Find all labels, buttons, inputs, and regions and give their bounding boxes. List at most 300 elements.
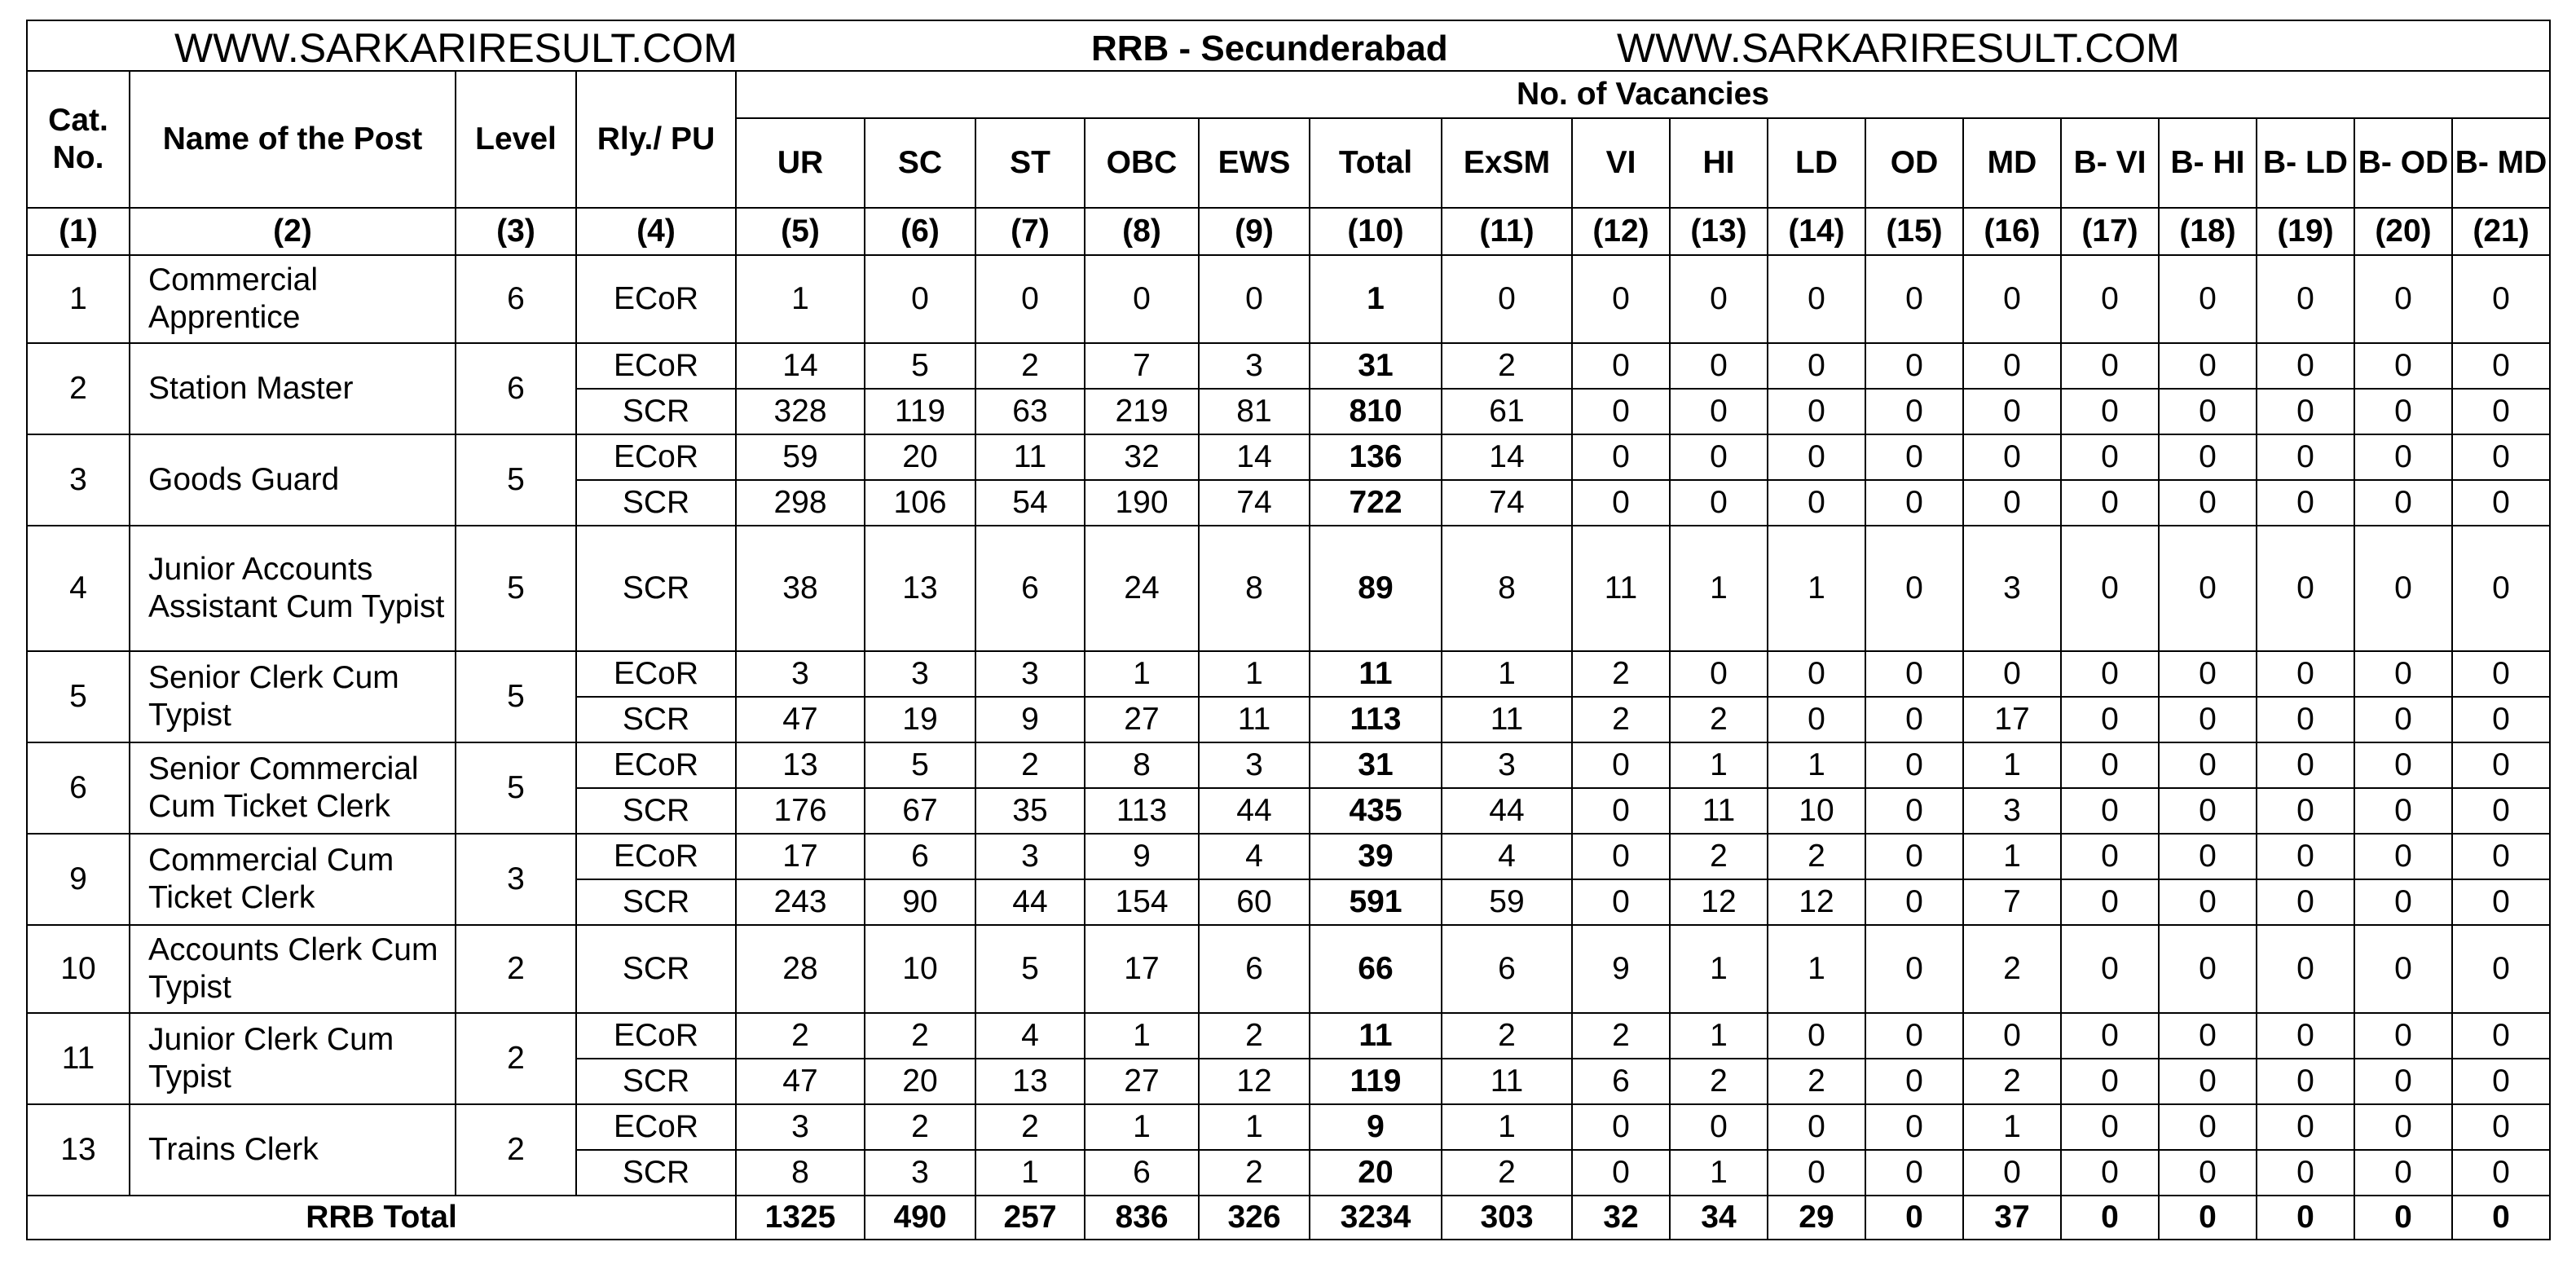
total-od-cell: 0 <box>1865 1196 1963 1240</box>
b-ld-cell: 0 <box>2257 1150 2354 1196</box>
b-hi-cell: 0 <box>2159 255 2257 343</box>
b-md-cell: 0 <box>2452 526 2550 651</box>
hi-cell: 0 <box>1670 480 1768 526</box>
b-md-cell: 0 <box>2452 255 2550 343</box>
md-cell: 3 <box>1963 526 2061 651</box>
md-cell: 3 <box>1963 788 2061 834</box>
b-hi-cell: 0 <box>2159 1150 2257 1196</box>
b-ld-cell: 0 <box>2257 925 2354 1013</box>
column-index: (13) <box>1670 208 1768 255</box>
table-row <box>27 1104 2550 1150</box>
od-cell: 0 <box>1865 1104 1963 1150</box>
b-md-cell: 0 <box>2452 434 2550 480</box>
b-ld-cell: 0 <box>2257 1059 2354 1104</box>
obc-cell: 27 <box>1085 1059 1199 1104</box>
header-obc: OBC <box>1085 118 1199 208</box>
exsm-cell: 11 <box>1442 1059 1572 1104</box>
b-ld-cell: 0 <box>2257 1013 2354 1059</box>
b-ld-cell: 0 <box>2257 742 2354 788</box>
b-vi-cell: 0 <box>2061 434 2159 480</box>
header-hi: HI <box>1670 118 1768 208</box>
sc-cell: 19 <box>865 697 975 742</box>
md-cell: 7 <box>1963 879 2061 925</box>
obc-cell: 9 <box>1085 834 1199 879</box>
od-cell: 0 <box>1865 879 1963 925</box>
vi-cell: 0 <box>1572 1150 1670 1196</box>
b-hi-cell: 0 <box>2159 526 2257 651</box>
sc-cell: 106 <box>865 480 975 526</box>
b-od-cell: 0 <box>2354 1150 2452 1196</box>
vi-cell: 0 <box>1572 255 1670 343</box>
vi-cell: 2 <box>1572 697 1670 742</box>
hi-cell: 12 <box>1670 879 1768 925</box>
ur-cell: 243 <box>736 879 865 925</box>
b-hi-cell: 0 <box>2159 343 2257 389</box>
total-cell: 1 <box>1310 255 1442 343</box>
header-ews: EWS <box>1199 118 1310 208</box>
total-row <box>27 1196 2550 1240</box>
post-name-cell: Senior Clerk Cum Typist <box>130 651 456 742</box>
b-od-cell: 0 <box>2354 925 2452 1013</box>
total-sc-cell: 490 <box>865 1196 975 1240</box>
exsm-cell: 1 <box>1442 1104 1572 1150</box>
b-md-cell: 0 <box>2452 834 2550 879</box>
obc-cell: 6 <box>1085 1150 1199 1196</box>
b-ld-cell: 0 <box>2257 834 2354 879</box>
site-watermark-right: WWW.SARKARIRESULT.COM <box>1617 25 2180 71</box>
sc-cell: 13 <box>865 526 975 651</box>
post-name-cell: Commercial Cum Ticket Clerk <box>130 834 456 925</box>
post-name-cell: Trains Clerk <box>130 1104 456 1196</box>
total-b-md-cell: 0 <box>2452 1196 2550 1240</box>
ld-cell: 0 <box>1768 1104 1865 1150</box>
ld-cell: 0 <box>1768 343 1865 389</box>
ews-cell: 3 <box>1199 742 1310 788</box>
b-md-cell: 0 <box>2452 1059 2550 1104</box>
b-ld-cell: 0 <box>2257 480 2354 526</box>
b-od-cell: 0 <box>2354 343 2452 389</box>
vi-cell: 11 <box>1572 526 1670 651</box>
b-od-cell: 0 <box>2354 697 2452 742</box>
b-vi-cell: 0 <box>2061 834 2159 879</box>
total-cell: 31 <box>1310 742 1442 788</box>
cat-no-cell: 10 <box>27 925 130 1013</box>
hi-cell: 11 <box>1670 788 1768 834</box>
board-title: RRB - Secunderabad <box>1091 29 1448 68</box>
total-cell: 31 <box>1310 343 1442 389</box>
cat-no-cell: 5 <box>27 651 130 742</box>
exsm-cell: 61 <box>1442 389 1572 434</box>
total-cell: 435 <box>1310 788 1442 834</box>
site-watermark-left: WWW.SARKARIRESULT.COM <box>174 25 738 71</box>
b-od-cell: 0 <box>2354 480 2452 526</box>
ews-cell: 74 <box>1199 480 1310 526</box>
b-md-cell: 0 <box>2452 480 2550 526</box>
od-cell: 0 <box>1865 1150 1963 1196</box>
column-index: (2) <box>130 208 456 255</box>
ur-cell: 59 <box>736 434 865 480</box>
md-cell: 0 <box>1963 480 2061 526</box>
header-level: Level <box>456 71 576 208</box>
od-cell: 0 <box>1865 651 1963 697</box>
st-cell: 11 <box>975 434 1085 480</box>
od-cell: 0 <box>1865 480 1963 526</box>
sc-cell: 90 <box>865 879 975 925</box>
b-hi-cell: 0 <box>2159 434 2257 480</box>
b-hi-cell: 0 <box>2159 1013 2257 1059</box>
rly-pu-cell: ECoR <box>576 255 736 343</box>
md-cell: 0 <box>1963 1150 2061 1196</box>
st-cell: 44 <box>975 879 1085 925</box>
obc-cell: 27 <box>1085 697 1199 742</box>
ews-cell: 3 <box>1199 343 1310 389</box>
level-cell: 2 <box>456 1013 576 1104</box>
vi-cell: 0 <box>1572 389 1670 434</box>
total-cell: 39 <box>1310 834 1442 879</box>
rly-pu-cell: ECoR <box>576 434 736 480</box>
ld-cell: 1 <box>1768 742 1865 788</box>
total-vi-cell: 32 <box>1572 1196 1670 1240</box>
hi-cell: 1 <box>1670 1013 1768 1059</box>
obc-cell: 219 <box>1085 389 1199 434</box>
ews-cell: 0 <box>1199 255 1310 343</box>
b-vi-cell: 0 <box>2061 788 2159 834</box>
hi-cell: 0 <box>1670 255 1768 343</box>
level-cell: 3 <box>456 834 576 925</box>
cat-no-cell: 6 <box>27 742 130 834</box>
level-cell: 5 <box>456 434 576 526</box>
sc-cell: 20 <box>865 434 975 480</box>
rly-pu-cell: ECoR <box>576 742 736 788</box>
rly-pu-cell: ECoR <box>576 1104 736 1150</box>
vi-cell: 6 <box>1572 1059 1670 1104</box>
table-row <box>27 526 2550 651</box>
md-cell: 1 <box>1963 1104 2061 1150</box>
total-cell: 113 <box>1310 697 1442 742</box>
total-exsm-cell: 303 <box>1442 1196 1572 1240</box>
b-vi-cell: 0 <box>2061 879 2159 925</box>
header-rly-pu: Rly./ PU <box>576 71 736 208</box>
md-cell: 0 <box>1963 651 2061 697</box>
b-hi-cell: 0 <box>2159 1104 2257 1150</box>
md-cell: 17 <box>1963 697 2061 742</box>
od-cell: 0 <box>1865 925 1963 1013</box>
hi-cell: 0 <box>1670 1104 1768 1150</box>
hi-cell: 1 <box>1670 742 1768 788</box>
post-name-cell: Junior Accounts Assistant Cum Typist <box>130 526 456 651</box>
hi-cell: 0 <box>1670 434 1768 480</box>
sc-cell: 3 <box>865 1150 975 1196</box>
vacancy-table <box>26 20 2551 1240</box>
b-hi-cell: 0 <box>2159 788 2257 834</box>
exsm-cell: 3 <box>1442 742 1572 788</box>
column-index: (3) <box>456 208 576 255</box>
header-post-name: Name of the Post <box>130 71 456 208</box>
b-od-cell: 0 <box>2354 255 2452 343</box>
ews-cell: 2 <box>1199 1013 1310 1059</box>
hi-cell: 2 <box>1670 1059 1768 1104</box>
vi-cell: 0 <box>1572 434 1670 480</box>
cat-no-cell: 11 <box>27 1013 130 1104</box>
rly-pu-cell: ECoR <box>576 343 736 389</box>
st-cell: 13 <box>975 1059 1085 1104</box>
total-ld-cell: 29 <box>1768 1196 1865 1240</box>
level-cell: 5 <box>456 526 576 651</box>
total-cell: 20 <box>1310 1150 1442 1196</box>
total-cell: 89 <box>1310 526 1442 651</box>
b-ld-cell: 0 <box>2257 255 2354 343</box>
column-index: (11) <box>1442 208 1572 255</box>
ld-cell: 0 <box>1768 697 1865 742</box>
b-md-cell: 0 <box>2452 651 2550 697</box>
b-md-cell: 0 <box>2452 1104 2550 1150</box>
total-b-vi-cell: 0 <box>2061 1196 2159 1240</box>
b-ld-cell: 0 <box>2257 526 2354 651</box>
sc-cell: 5 <box>865 343 975 389</box>
b-od-cell: 0 <box>2354 788 2452 834</box>
header-b-vi: B- VI <box>2061 118 2159 208</box>
sc-cell: 119 <box>865 389 975 434</box>
ews-cell: 1 <box>1199 1104 1310 1150</box>
ld-cell: 0 <box>1768 1150 1865 1196</box>
total-cell: 810 <box>1310 389 1442 434</box>
b-od-cell: 0 <box>2354 1059 2452 1104</box>
rly-pu-cell: ECoR <box>576 1013 736 1059</box>
obc-cell: 190 <box>1085 480 1199 526</box>
obc-cell: 0 <box>1085 255 1199 343</box>
column-index: (17) <box>2061 208 2159 255</box>
b-vi-cell: 0 <box>2061 343 2159 389</box>
column-index: (19) <box>2257 208 2354 255</box>
header-cat-no: Cat. No. <box>27 71 130 208</box>
cat-no-cell: 13 <box>27 1104 130 1196</box>
ld-cell: 2 <box>1768 1059 1865 1104</box>
exsm-cell: 44 <box>1442 788 1572 834</box>
ld-cell: 0 <box>1768 434 1865 480</box>
b-md-cell: 0 <box>2452 788 2550 834</box>
total-cell: 66 <box>1310 925 1442 1013</box>
sc-cell: 10 <box>865 925 975 1013</box>
header-b-hi: B- HI <box>2159 118 2257 208</box>
st-cell: 2 <box>975 1104 1085 1150</box>
hi-cell: 1 <box>1670 1150 1768 1196</box>
vi-cell: 0 <box>1572 742 1670 788</box>
table-row <box>27 742 2550 788</box>
obc-cell: 113 <box>1085 788 1199 834</box>
column-index: (18) <box>2159 208 2257 255</box>
total-ur-cell: 1325 <box>736 1196 865 1240</box>
md-cell: 1 <box>1963 742 2061 788</box>
vi-cell: 0 <box>1572 788 1670 834</box>
ews-cell: 11 <box>1199 697 1310 742</box>
sc-cell: 2 <box>865 1104 975 1150</box>
total-md-cell: 37 <box>1963 1196 2061 1240</box>
total-cell: 136 <box>1310 434 1442 480</box>
b-ld-cell: 0 <box>2257 389 2354 434</box>
b-ld-cell: 0 <box>2257 343 2354 389</box>
ews-cell: 81 <box>1199 389 1310 434</box>
vi-cell: 0 <box>1572 879 1670 925</box>
sc-cell: 6 <box>865 834 975 879</box>
obc-cell: 24 <box>1085 526 1199 651</box>
vi-cell: 0 <box>1572 834 1670 879</box>
level-cell: 2 <box>456 1104 576 1196</box>
st-cell: 6 <box>975 526 1085 651</box>
hi-cell: 1 <box>1670 526 1768 651</box>
table-row <box>27 255 2550 343</box>
rly-pu-cell: SCR <box>576 480 736 526</box>
column-index: (7) <box>975 208 1085 255</box>
column-index: (9) <box>1199 208 1310 255</box>
rly-pu-cell: SCR <box>576 389 736 434</box>
header-exsm: ExSM <box>1442 118 1572 208</box>
st-cell: 35 <box>975 788 1085 834</box>
b-hi-cell: 0 <box>2159 651 2257 697</box>
b-hi-cell: 0 <box>2159 389 2257 434</box>
total-total-cell: 3234 <box>1310 1196 1442 1240</box>
vi-cell: 0 <box>1572 480 1670 526</box>
column-index: (4) <box>576 208 736 255</box>
obc-cell: 1 <box>1085 1104 1199 1150</box>
total-b-hi-cell: 0 <box>2159 1196 2257 1240</box>
exsm-cell: 4 <box>1442 834 1572 879</box>
obc-cell: 7 <box>1085 343 1199 389</box>
ews-cell: 8 <box>1199 526 1310 651</box>
exsm-cell: 2 <box>1442 1013 1572 1059</box>
b-od-cell: 0 <box>2354 389 2452 434</box>
column-index: (16) <box>1963 208 2061 255</box>
level-cell: 2 <box>456 925 576 1013</box>
st-cell: 5 <box>975 925 1085 1013</box>
b-vi-cell: 0 <box>2061 526 2159 651</box>
vi-cell: 2 <box>1572 1013 1670 1059</box>
ur-cell: 28 <box>736 925 865 1013</box>
b-ld-cell: 0 <box>2257 651 2354 697</box>
table-row <box>27 651 2550 697</box>
column-index: (8) <box>1085 208 1199 255</box>
ur-cell: 3 <box>736 651 865 697</box>
od-cell: 0 <box>1865 343 1963 389</box>
b-vi-cell: 0 <box>2061 1013 2159 1059</box>
sc-cell: 67 <box>865 788 975 834</box>
exsm-cell: 2 <box>1442 343 1572 389</box>
b-md-cell: 0 <box>2452 343 2550 389</box>
vi-cell: 0 <box>1572 343 1670 389</box>
exsm-cell: 0 <box>1442 255 1572 343</box>
ur-cell: 47 <box>736 697 865 742</box>
b-od-cell: 0 <box>2354 1104 2452 1150</box>
rly-pu-cell: SCR <box>576 925 736 1013</box>
b-md-cell: 0 <box>2452 879 2550 925</box>
rly-pu-cell: SCR <box>576 1150 736 1196</box>
b-ld-cell: 0 <box>2257 879 2354 925</box>
header-sc: SC <box>865 118 975 208</box>
vi-cell: 2 <box>1572 651 1670 697</box>
md-cell: 0 <box>1963 389 2061 434</box>
column-index: (12) <box>1572 208 1670 255</box>
column-index: (1) <box>27 208 130 255</box>
vi-cell: 9 <box>1572 925 1670 1013</box>
b-md-cell: 0 <box>2452 925 2550 1013</box>
ews-cell: 1 <box>1199 651 1310 697</box>
level-cell: 6 <box>456 255 576 343</box>
b-vi-cell: 0 <box>2061 925 2159 1013</box>
level-cell: 5 <box>456 742 576 834</box>
post-name-cell: Senior Commercial Cum Ticket Clerk <box>130 742 456 834</box>
post-name-cell: Junior Clerk Cum Typist <box>130 1013 456 1104</box>
table-row <box>27 434 2550 480</box>
hi-cell: 2 <box>1670 834 1768 879</box>
total-cell: 11 <box>1310 1013 1442 1059</box>
exsm-cell: 74 <box>1442 480 1572 526</box>
b-md-cell: 0 <box>2452 742 2550 788</box>
column-index: (21) <box>2452 208 2550 255</box>
column-index: (14) <box>1768 208 1865 255</box>
od-cell: 0 <box>1865 255 1963 343</box>
sc-cell: 2 <box>865 1013 975 1059</box>
b-vi-cell: 0 <box>2061 1059 2159 1104</box>
ur-cell: 328 <box>736 389 865 434</box>
header-vi: VI <box>1572 118 1670 208</box>
column-index: (10) <box>1310 208 1442 255</box>
total-b-od-cell: 0 <box>2354 1196 2452 1240</box>
st-cell: 54 <box>975 480 1085 526</box>
st-cell: 4 <box>975 1013 1085 1059</box>
od-cell: 0 <box>1865 526 1963 651</box>
b-hi-cell: 0 <box>2159 879 2257 925</box>
exsm-cell: 1 <box>1442 651 1572 697</box>
cat-no-cell: 9 <box>27 834 130 925</box>
ld-cell: 0 <box>1768 480 1865 526</box>
rly-pu-cell: SCR <box>576 526 736 651</box>
ld-cell: 0 <box>1768 389 1865 434</box>
b-vi-cell: 0 <box>2061 480 2159 526</box>
hi-cell: 2 <box>1670 697 1768 742</box>
od-cell: 0 <box>1865 742 1963 788</box>
rly-pu-cell: SCR <box>576 697 736 742</box>
ur-cell: 176 <box>736 788 865 834</box>
vacancy-table-container <box>26 20 2549 1240</box>
total-ews-cell: 326 <box>1199 1196 1310 1240</box>
sc-cell: 3 <box>865 651 975 697</box>
ld-cell: 10 <box>1768 788 1865 834</box>
banner-row <box>27 20 2550 71</box>
b-od-cell: 0 <box>2354 879 2452 925</box>
ld-cell: 2 <box>1768 834 1865 879</box>
ews-cell: 4 <box>1199 834 1310 879</box>
sc-cell: 0 <box>865 255 975 343</box>
post-name-cell: Commercial Apprentice <box>130 255 456 343</box>
exsm-cell: 2 <box>1442 1150 1572 1196</box>
od-cell: 0 <box>1865 434 1963 480</box>
total-hi-cell: 34 <box>1670 1196 1768 1240</box>
obc-cell: 154 <box>1085 879 1199 925</box>
post-name-cell: Accounts Clerk Cum Typist <box>130 925 456 1013</box>
column-index: (6) <box>865 208 975 255</box>
total-cell: 119 <box>1310 1059 1442 1104</box>
rly-pu-cell: SCR <box>576 788 736 834</box>
b-vi-cell: 0 <box>2061 1104 2159 1150</box>
b-hi-cell: 0 <box>2159 834 2257 879</box>
exsm-cell: 14 <box>1442 434 1572 480</box>
ld-cell: 0 <box>1768 1013 1865 1059</box>
table-row <box>27 343 2550 389</box>
table-row <box>27 834 2550 879</box>
exsm-cell: 8 <box>1442 526 1572 651</box>
hi-cell: 0 <box>1670 343 1768 389</box>
b-ld-cell: 0 <box>2257 434 2354 480</box>
md-cell: 2 <box>1963 1059 2061 1104</box>
